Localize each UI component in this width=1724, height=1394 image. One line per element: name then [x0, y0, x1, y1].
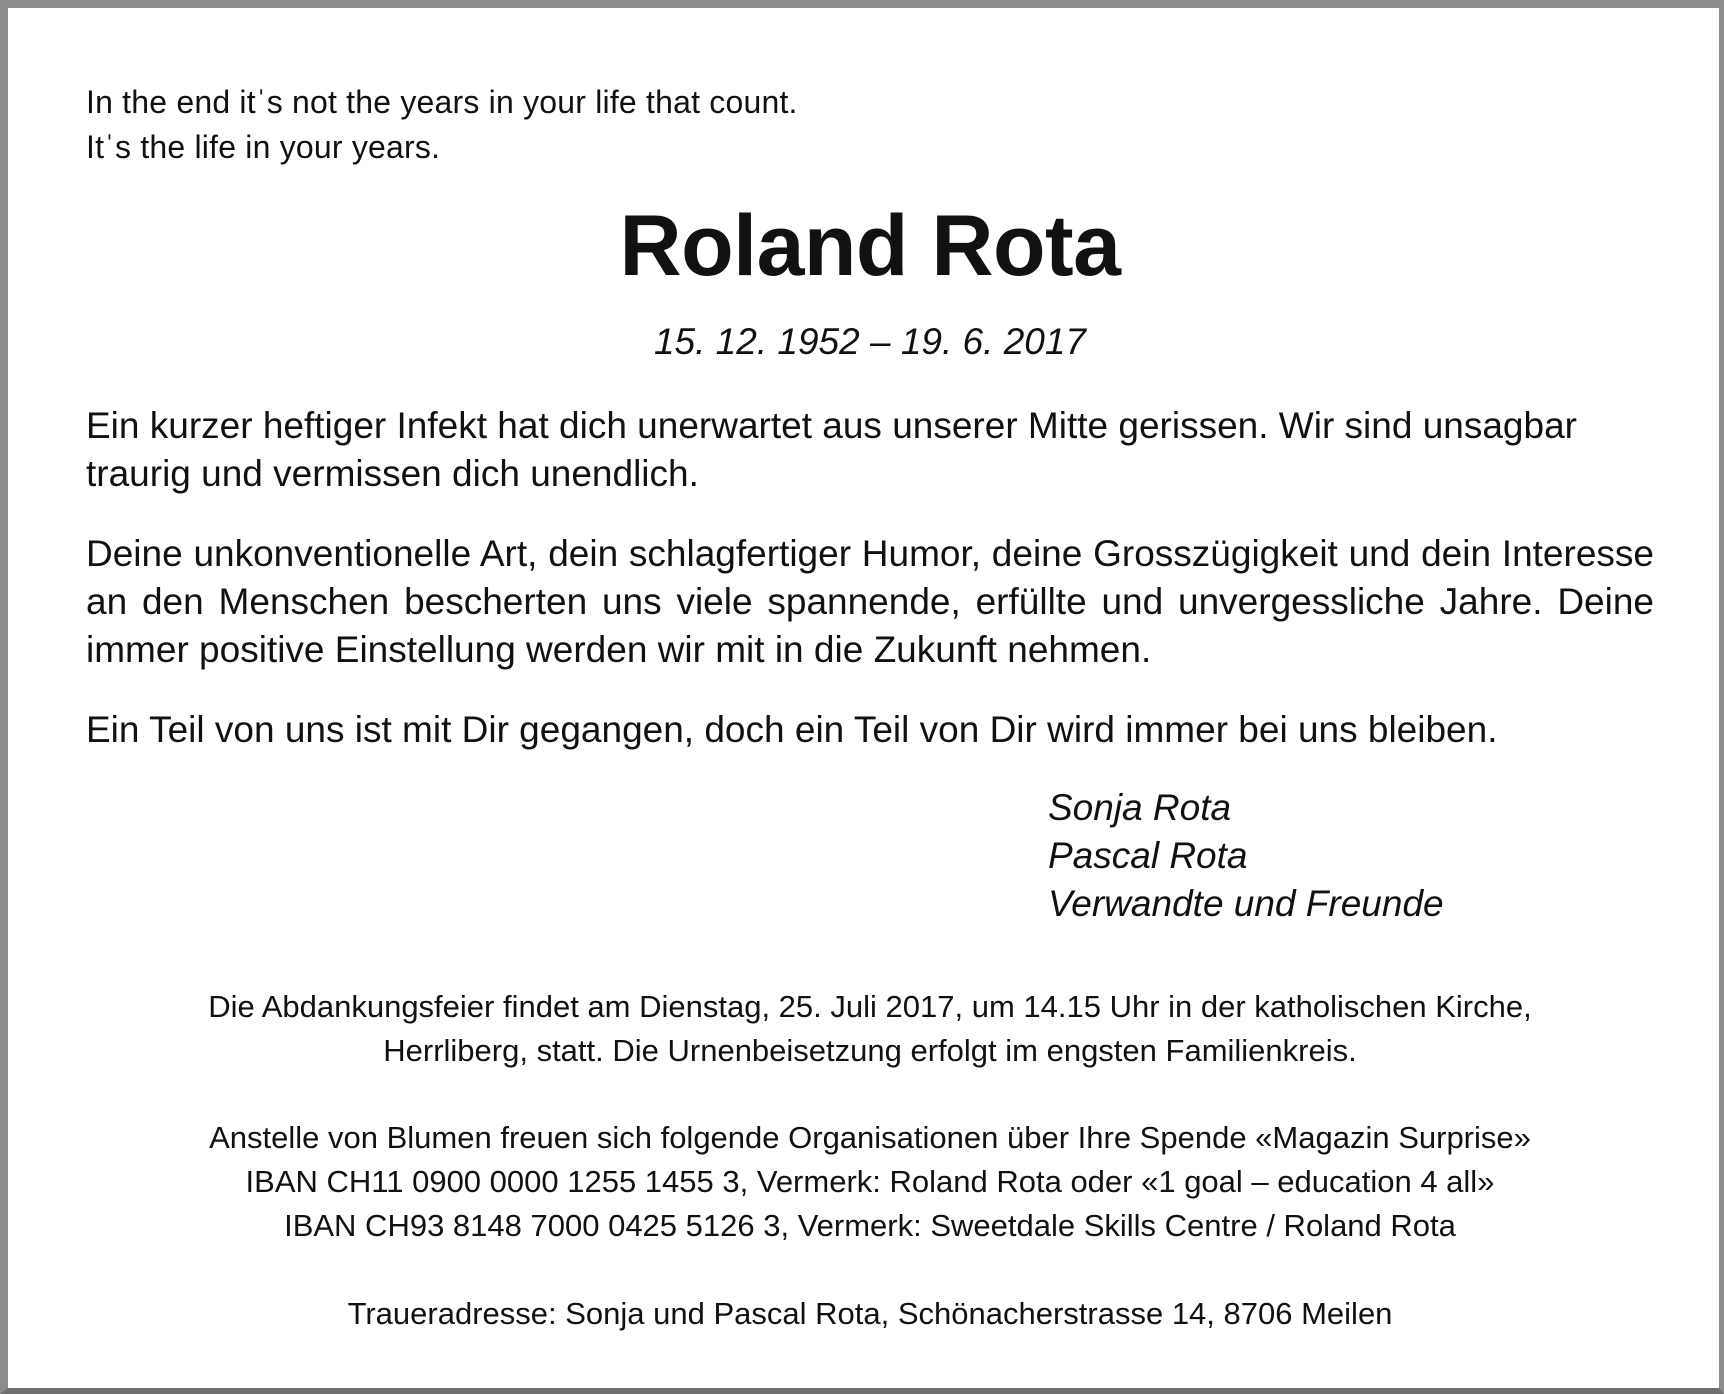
address-line: Traueradresse: Sonja und Pascal Rota, Schönacherstrasse 14, 8706 Meilen: [347, 1296, 1393, 1331]
quote-line: In the end itˈs not the years in your life that count.: [86, 84, 798, 120]
donation-line: IBAN CH11 0900 0000 1255 1455 3, Vermerk: Roland Rota oder «1 goal – education 4 all»: [245, 1164, 1495, 1199]
donation-line: Anstelle von Blumen freuen sich folgende Organisationen über Ihre Spende «Magazin Surprise»: [209, 1120, 1531, 1155]
signers-list: [1048, 784, 1444, 928]
paragraph-memories: Deine unkonventionelle Art, dein schlagfertiger Humor, deine Grosszügigkeit und dein Interesse an den Menschen bescherten uns viele spannende, erfüllte und unvergessliche Jahre. Deine immer positive Einstellung werden wir mit in die Zukunft nehmen.: [86, 533, 1654, 670]
paragraph-loss: Ein kurzer heftiger Infekt hat dich unerwartet aus unserer Mitte gerissen. Wir sind unsagbar traurig und vermissen dich unendlich.: [86, 405, 1577, 494]
signer-name: Sonja Rota: [1048, 787, 1232, 828]
signer-name: Verwandte und Freunde: [1048, 883, 1444, 924]
mourning-address: [8, 1292, 1724, 1336]
paragraph-farewell: Ein Teil von uns ist mit Dir gegangen, doch ein Teil von Dir wird immer bei uns bleiben.: [86, 709, 1498, 750]
life-dates: 15. 12. 1952 – 19. 6. 2017: [653, 321, 1087, 362]
ceremony-notice: [8, 985, 1724, 1073]
epigraph-quote: [86, 80, 798, 170]
quote-line: Itˈs the life in your years.: [86, 129, 441, 165]
signer-name: Pascal Rota: [1048, 835, 1248, 876]
donation-notice: [8, 1116, 1724, 1248]
donation-line: IBAN CH93 8148 7000 0425 5126 3, Vermerk: Sweetdale Skills Centre / Roland Rota: [284, 1208, 1456, 1243]
ceremony-line: Herrliberg, statt. Die Urnenbeisetzung erfolgt im engsten Familienkreis.: [383, 1033, 1357, 1068]
ceremony-line: Die Abdankungsfeier findet am Dienstag, 25. Juli 2017, um 14.15 Uhr in der katholischen Kirche,: [208, 989, 1532, 1024]
deceased-name: Roland Rota: [619, 198, 1121, 294]
